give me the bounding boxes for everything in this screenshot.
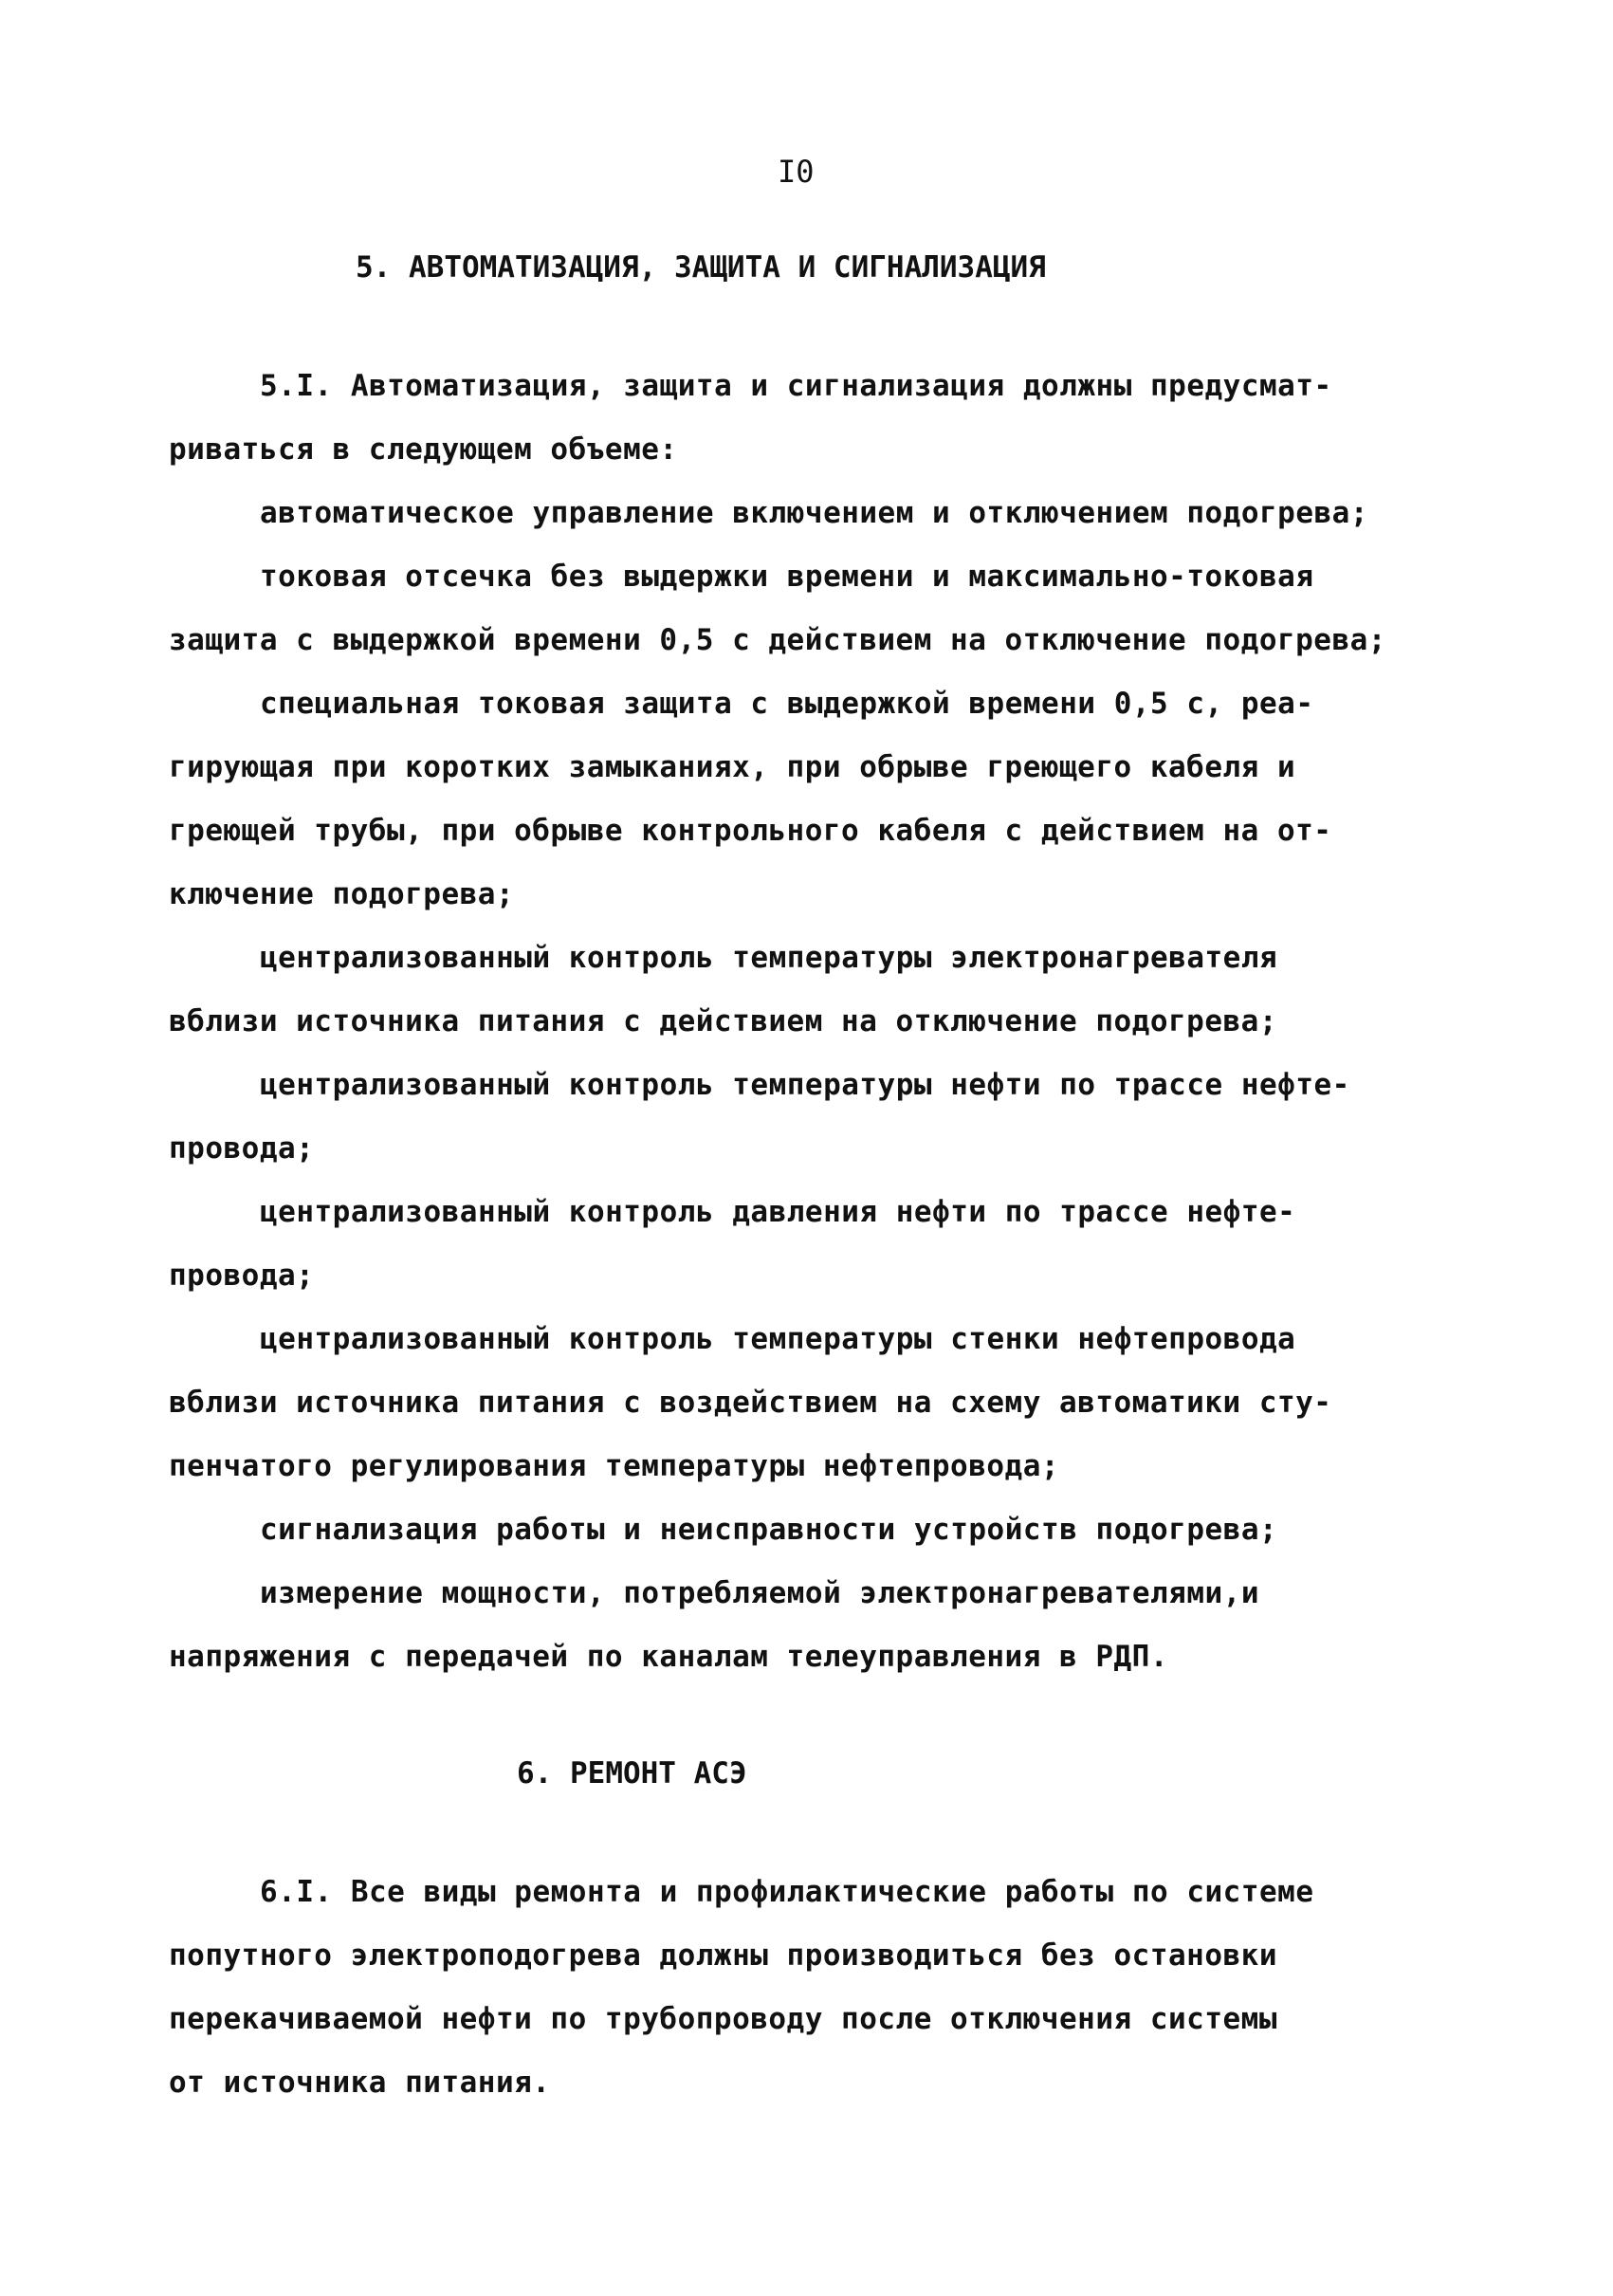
paragraph-line: токовая отсечка без выдержки времени и максимально-токовая: [260, 560, 1314, 594]
paragraph-line: перекачиваемой нефти по трубопроводу после отключения системы: [169, 2002, 1277, 2036]
section-6-heading: 6. РЕМОНТ АСЭ: [517, 1756, 747, 1791]
section-5-heading: 5. АВТОМАТИЗАЦИЯ, ЗАЩИТА И СИГНАЛИЗАЦИЯ: [356, 250, 1046, 285]
page-number: I0: [778, 154, 815, 190]
paragraph-line: защита с выдержкой времени 0,5 с действием на отключение подогрева;: [169, 623, 1386, 657]
paragraph-line: провода;: [169, 1131, 315, 1166]
paragraph-line: пенчатого регулирования температуры нефтепровода;: [169, 1449, 1060, 1483]
paragraph-line: гирующая при коротких замыканиях, при обрыве греющего кабеля и: [169, 750, 1296, 784]
paragraph-line: вблизи источника питания с воздействием на схему автоматики сту-: [169, 1386, 1332, 1420]
paragraph-line: греющей трубы, при обрыве контрольного кабеля с действием на от-: [169, 814, 1332, 848]
paragraph-line: сигнализация работы и неисправности устройств подогрева;: [260, 1513, 1278, 1547]
paragraph-line: напряжения с передачей по каналам телеуправления в РДП.: [169, 1640, 1168, 1674]
paragraph-line: 6.I. Все виды ремонта и профилактические работы по системе: [260, 1875, 1314, 1909]
paragraph-line: попутного электроподогрева должны производиться без остановки: [169, 1938, 1277, 1973]
paragraph-line: централизованный контроль температуры электронагревателя: [260, 941, 1278, 975]
paragraph-line: измерение мощности, потребляемой электронагревателями,и: [260, 1576, 1259, 1610]
paragraph-line: централизованный контроль давления нефти по трассе нефте-: [260, 1195, 1296, 1229]
paragraph-line: автоматическое управление включением и отключением подогрева;: [260, 496, 1368, 530]
paragraph-line: специальная токовая защита с выдержкой времени 0,5 с, реа-: [260, 687, 1314, 721]
paragraph-line: вблизи источника питания с действием на отключение подогрева;: [169, 1004, 1277, 1038]
paragraph-line: ключение подогрева;: [169, 877, 515, 911]
paragraph-line: централизованный контроль температуры нефти по трассе нефте-: [260, 1068, 1350, 1102]
paragraph-line: 5.I. Автоматизация, защита и сигнализация должны предусмат-: [260, 369, 1332, 403]
paragraph-line: от источника питания.: [169, 2066, 551, 2100]
paragraph-line: провода;: [169, 1258, 315, 1293]
paragraph-line: централизованный контроль температуры стенки нефтепровода: [260, 1322, 1296, 1356]
paragraph-line: риваться в следующем объеме:: [169, 432, 678, 467]
